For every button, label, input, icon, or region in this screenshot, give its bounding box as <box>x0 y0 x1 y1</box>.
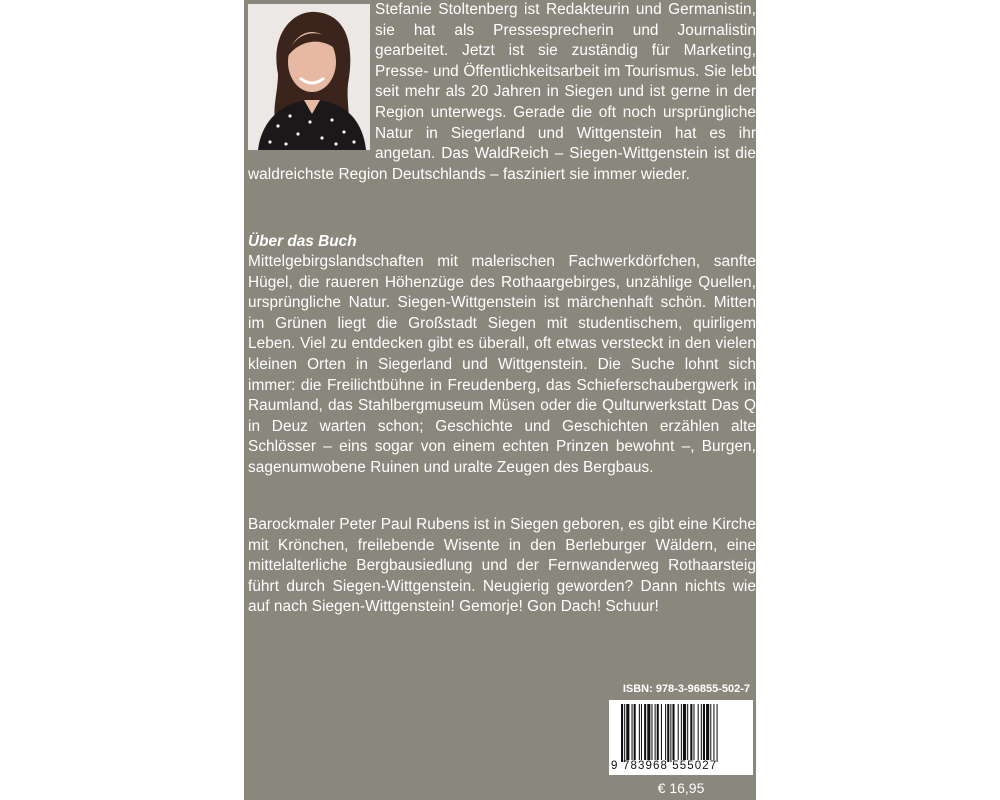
barcode-bar <box>683 704 686 760</box>
book-back-cover <box>244 0 756 800</box>
author-bio-section <box>248 0 756 185</box>
barcode-bar <box>621 704 623 762</box>
barcode-bar <box>703 704 705 760</box>
barcode-bar <box>634 704 636 760</box>
barcode-bar <box>661 704 662 760</box>
barcode-bar <box>667 704 669 762</box>
barcode-bar <box>701 704 702 760</box>
barcode-bar <box>710 704 711 760</box>
barcode-bar <box>672 704 674 760</box>
barcode-bar <box>678 704 679 760</box>
barcode-bar <box>693 704 694 760</box>
barcode-bar <box>665 704 666 760</box>
about-book-paragraph-1: Mittelgebirgslandschaften mit malerischen Fachwerkdörfchen, sanfte Hügel, die raueren Höhenzüge des Rothaargebirges, unzählige Quellen, ursprüngliche Natur. Siegen-Wittgenstein ist märchenhaft schön. Mitten im Grünen liegt die Großstadt Siegen mit studentischem, quirligem Leben. Viel zu entdecken gibt es überall, oft etwas versteckt in den vielen kleinen Orten in Siegerland und Wittgenstein. Die Suche lohnt sich immer: die Freilichtbühne in Freudenberg, das Schieferschaubergwerk in Raumland, das Stahlbergmuseum Müsen oder die Qulturwerkstatt Das Q in Deuz warten schon; Geschichte und Geschichten erzählen alte Schlösser – eins sogar von einem echten Prinzen bewohnt –, Burgen, sagenumwobene Ruinen und uralte Zeugen des Bergbaus. <box>248 253 756 476</box>
barcode-bar <box>681 704 682 760</box>
barcode-bar <box>713 704 714 760</box>
barcode-bar <box>644 704 646 760</box>
barcode-bar <box>706 704 709 760</box>
barcode-number <box>609 760 753 775</box>
barcode-bar <box>717 704 718 762</box>
barcode-bar <box>687 704 688 760</box>
barcode-bar <box>626 704 629 760</box>
barcode <box>609 700 753 775</box>
barcode-bar <box>647 704 650 760</box>
barcode-bar <box>657 704 659 760</box>
about-book-heading: Über das Buch <box>248 233 357 250</box>
barcode-bar <box>670 704 671 762</box>
barcode-bar <box>655 704 656 760</box>
barcode-digits: 783968 555027 <box>623 760 718 772</box>
photo-float-spacer <box>248 0 375 154</box>
barcode-bar <box>690 704 692 760</box>
barcode-bars <box>609 700 753 762</box>
author-bio-text: Stefanie Stoltenberg ist Redakteurin und Germanistin, sie hat als Pressesprecherin und Journalistin gearbeitet. Jetzt ist sie zuständig für Marketing, Presse- und Öffentlichkeitsarbeit im Tourismus. Sie lebt seit mehr als 20 Jahren in Siegen und ist gerne in der Region unterwegs. Gerade die oft noch ursprüngliche Natur in Siegerland und Wittgenstein hat es ihr angetan. Das WaldReich – Siegen-Wittgenstein ist die waldreichste Region Deutschlands – fasziniert sie immer wieder. <box>248 1 756 183</box>
price-label: € 16,95 <box>657 780 705 796</box>
about-book-paragraph-2: Barockmaler Peter Paul Rubens ist in Siegen geboren, es gibt eine Kirche mit Krönchen, freilebende Wisente in den Berleburger Wäldern, eine mittelalterliche Bergbausiedlung und der Fernwanderweg Rothaarsteig führt durch Siegen-Wittgenstein. Neugierig geworden? Dann nichts wie auf nach Siegen-Wittgenstein! Gemorje! Gon Dach! Schuur! <box>248 516 756 616</box>
barcode-bar <box>651 704 652 760</box>
barcode-bar <box>624 704 625 762</box>
barcode-bar <box>698 704 699 760</box>
barcode-first-digit: 9 <box>611 760 619 772</box>
barcode-bar <box>632 704 633 760</box>
barcode-bar <box>639 704 640 760</box>
barcode-bar <box>641 704 642 760</box>
isbn-label: ISBN: 978-3-96855-502-7 <box>622 683 750 695</box>
